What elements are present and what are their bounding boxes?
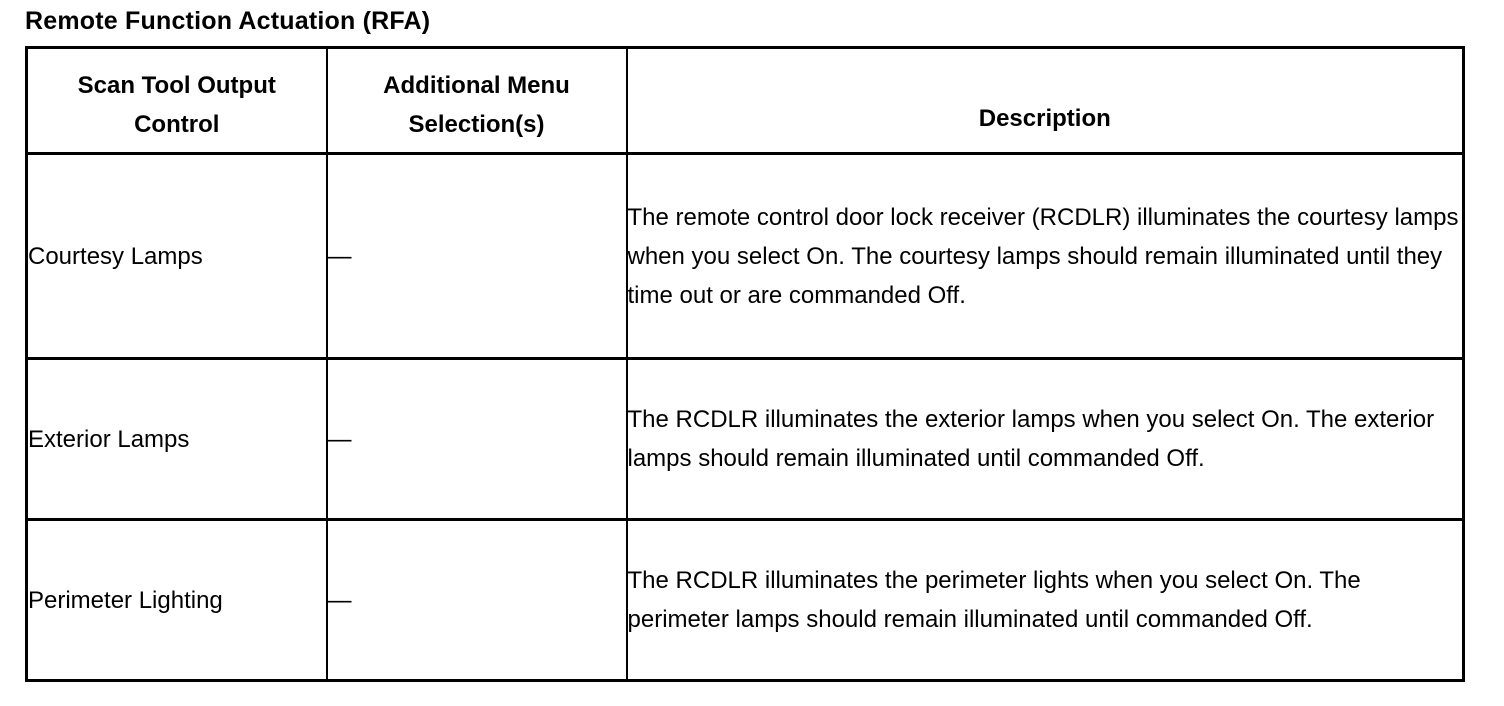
header-menu-selections-line-1: Additional Menu: [383, 72, 570, 99]
header-description: [627, 48, 1464, 154]
table-header-row: [27, 48, 1464, 154]
table-row: [27, 520, 1464, 681]
description-text: The RCDLR illuminates the perimeter lights when you select On. The perimeter lamps should remain illuminated until commanded Off.: [627, 567, 1361, 633]
header-menu-selections: [327, 48, 627, 154]
menu-selection-cell: —: [327, 520, 627, 681]
output-control-cell: Courtesy Lamps: [27, 154, 327, 359]
description-cell: [627, 154, 1464, 359]
rfa-table: [25, 46, 1465, 682]
header-output-control: [27, 48, 327, 154]
description-text: The RCDLR illuminates the exterior lamps when you select On. The exterior lamps should remain illuminated until commanded Off.: [627, 406, 1435, 472]
header-description-label: Description: [978, 105, 1111, 132]
output-control-cell: Perimeter Lighting: [27, 520, 327, 681]
header-output-control-line-1: Scan Tool Output: [77, 72, 276, 99]
description-cell: [627, 520, 1464, 681]
menu-selection-cell: —: [327, 154, 627, 359]
description-text: The remote control door lock receiver (RCDLR) illuminates the courtesy lamps when you select On. The courtesy lamps should remain illuminated until they time out or are commanded Off.: [627, 203, 1459, 309]
output-control-cell: Exterior Lamps: [27, 359, 327, 520]
header-output-control-line-2: Control: [134, 111, 220, 138]
description-cell: [627, 359, 1464, 520]
table-row: [27, 154, 1464, 359]
section-title: Remote Function Actuation (RFA): [25, 7, 431, 35]
menu-selection-cell: —: [327, 359, 627, 520]
table-row: [27, 359, 1464, 520]
header-menu-selections-line-2: Selection(s): [408, 111, 545, 138]
